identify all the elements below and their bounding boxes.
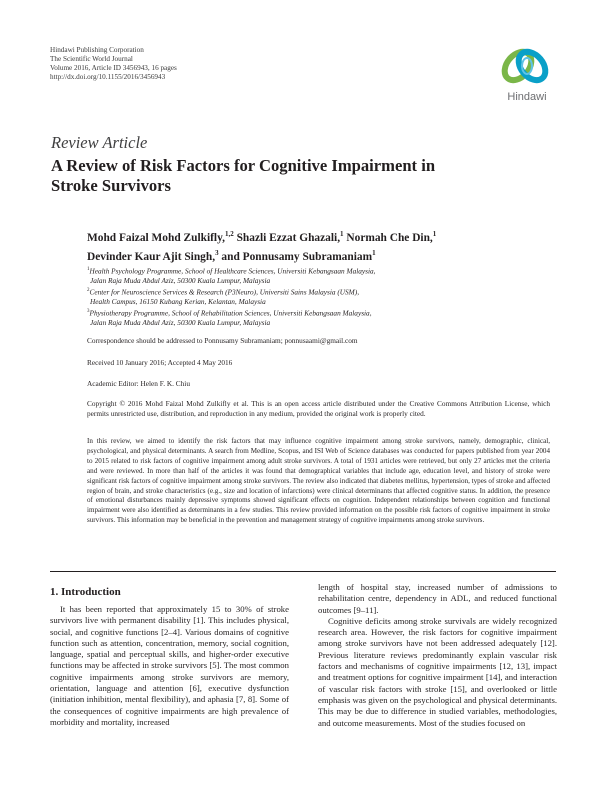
author-name: Mohd Faizal Mohd Zulkifly, bbox=[87, 231, 225, 244]
journal-name: The Scientific World Journal bbox=[50, 54, 133, 63]
correspondence-line: Correspondence should be addressed to Ponnusamy Subramaniam; ponnusaami@gmail.com bbox=[87, 336, 358, 345]
author-name: Devinder Kaur Ajit Singh, bbox=[87, 251, 216, 264]
article-type: Review Article bbox=[51, 133, 148, 152]
author-list bbox=[87, 227, 557, 266]
affiliation-text: Center for Neuroscience Services & Research (P3Neuro), Universiti Sains Malaysia (USM), bbox=[89, 287, 360, 297]
academic-editor: Academic Editor: Helen F. K. Chiu bbox=[87, 379, 190, 388]
affiliation-text: Health Psychology Programme, School of Healthcare Sciences, Universiti Kebangsaan Malaysia, bbox=[89, 266, 376, 276]
hindawi-logo-text: Hindawi bbox=[507, 91, 547, 103]
author-affiliation-sup: 1 bbox=[432, 230, 437, 238]
copyright-notice: Copyright © 2016 Mohd Faizal Mohd Zulkifly et al. This is an open access article distributed under the Creative Commons Attribution License, which permits unrestricted use, distribution, and reproduction in any medium, provided the original work is properly cited. bbox=[87, 399, 550, 418]
author-name: and Ponnusamy Subramaniam bbox=[218, 251, 373, 264]
affiliation-sup: 1 bbox=[87, 267, 90, 272]
affiliation-2-address: Health Campus, 16150 Kubang Kerian, Kelantan, Malaysia bbox=[90, 296, 266, 306]
affiliation-text: Physiotherapy Programme, School of Rehabilitation Sciences, Universiti Kebangsaan Malaysia, bbox=[89, 308, 372, 318]
section-divider bbox=[50, 571, 556, 572]
received-accepted-dates: Received 10 January 2016; Accepted 4 May 2016 bbox=[87, 358, 233, 367]
affiliation-2 bbox=[87, 286, 557, 297]
volume-line: Volume 2016, Article ID 3456943, 16 pages bbox=[50, 63, 177, 72]
author-line-2 bbox=[87, 246, 557, 265]
author-affiliation-sup: 1,2 bbox=[224, 230, 234, 238]
affiliation-3-address: Jalan Raja Muda Abdul Aziz, 50300 Kuala Lumpur, Malaysia bbox=[90, 317, 271, 327]
intro-column-left: It has been reported that approximately 15 to 30% of stroke survivors live with permanent disability [1]. This includes physical, social, and cognitive functions [2–4]. Various domains of cognitive function such as attention, concentration, memory, social cognition, language, spatial and perceptual skills, and higher-order executive functions may be affected in stroke survivors [5]. The most common cognitive impairments among stroke survivors are memory, orientation, language and attention [6], executive dysfunction (initiation inhibition, mental flexibility), and aphasia [7, 8]. Some of the consequences of cognitive impairments are high prevalence of morbidity and mortality, increased bbox=[50, 604, 289, 727]
doi-link[interactable]: http://dx.doi.org/10.1155/2016/3456943 bbox=[50, 72, 166, 81]
author-name: Shazli Ezzat Ghazali, bbox=[233, 231, 341, 244]
author-affiliation-sup: 3 bbox=[215, 249, 219, 258]
affiliation-3 bbox=[87, 307, 557, 318]
section-heading-introduction: 1. Introduction bbox=[50, 586, 121, 598]
title-line-2: Stroke Survivors bbox=[51, 176, 172, 195]
affiliation-sup: 2 bbox=[87, 287, 90, 293]
intro-paragraph-2: Cognitive deficits among stroke survivals are widely recognized research area. However, the risk factors for cognitive impairment among stroke survivors have not been addressed adequately [12]. Previous literature reviews predominantly explain vascular risk factors and mechanisms of cognitive impairments [12, 13], impact and treatment options for cognitive impairment [14], and interaction of vascular risk factors with stroke [15], and overlooked or little emphasis was given on the psychological and physical determinants. This may be due to difference in studied variables, methodologies, and outcome measurements. Most of the studies focused on bbox=[318, 615, 557, 728]
intro-paragraph-continued: length of hospital stay, increased number of admissions to rehabilitation centre, dependency in ADL, and reduced functional outcomes [9–11]. bbox=[318, 582, 557, 615]
hindawi-logo-icon bbox=[497, 40, 557, 90]
hindawi-logo bbox=[497, 40, 557, 106]
article-title bbox=[51, 156, 521, 196]
publisher-line: Hindawi Publishing Corporation bbox=[50, 46, 144, 54]
author-line-1 bbox=[87, 227, 557, 246]
affiliation-1-address: Jalan Raja Muda Abdul Aziz, 50300 Kuala Lumpur, Malaysia bbox=[90, 276, 271, 286]
author-name: Normah Che Din, bbox=[343, 231, 433, 244]
author-affiliation-sup: 1 bbox=[372, 249, 376, 258]
affiliation-sup: 3 bbox=[87, 308, 90, 314]
journal-header bbox=[50, 46, 350, 82]
intro-column-right bbox=[318, 582, 557, 729]
affiliation-1 bbox=[87, 265, 557, 276]
abstract-text: In this review, we aimed to identify the risk factors that may influence cognitive impairment among stroke survivors, namely, demographic, clinical, psychological, and physical determinants. A search from Medline, Scopus, and ISI Web of Science databases was conducted for papers published from year 2004 to 2015 related to risk factors of cognitive impairment among adult stroke survivors. A total of 1931 articles were retrieved, but only 27 articles met the criteria and were reviewed. In more than half of the articles it was found that demographical variables that include age, education level, and history of stroke were significant risk factors of cognitive impairment among stroke survivors. The review also indicated that diabetes mellitus, hypertension, types of stroke and affected region of brain, and stroke characteristics (e.g., size and location of infarctions) were clinical determinants that affected cognitive status. In addition, the presence of emotional disturbances mainly depressive symptoms showed significant effects on cognition. Independent relationships between cognition and functional impairment were also identified as determinants in a few studies. This review provided information on the possible risk factors of cognitive impairment in stroke survivors. This information may be beneficial in the prevention and management strategy of cognitive impairments among stroke survivors. bbox=[87, 437, 550, 525]
title-line-1: A Review of Risk Factors for Cognitive Impairment in bbox=[51, 156, 436, 175]
affiliation-list bbox=[87, 265, 557, 327]
author-affiliation-sup: 1 bbox=[340, 230, 344, 238]
